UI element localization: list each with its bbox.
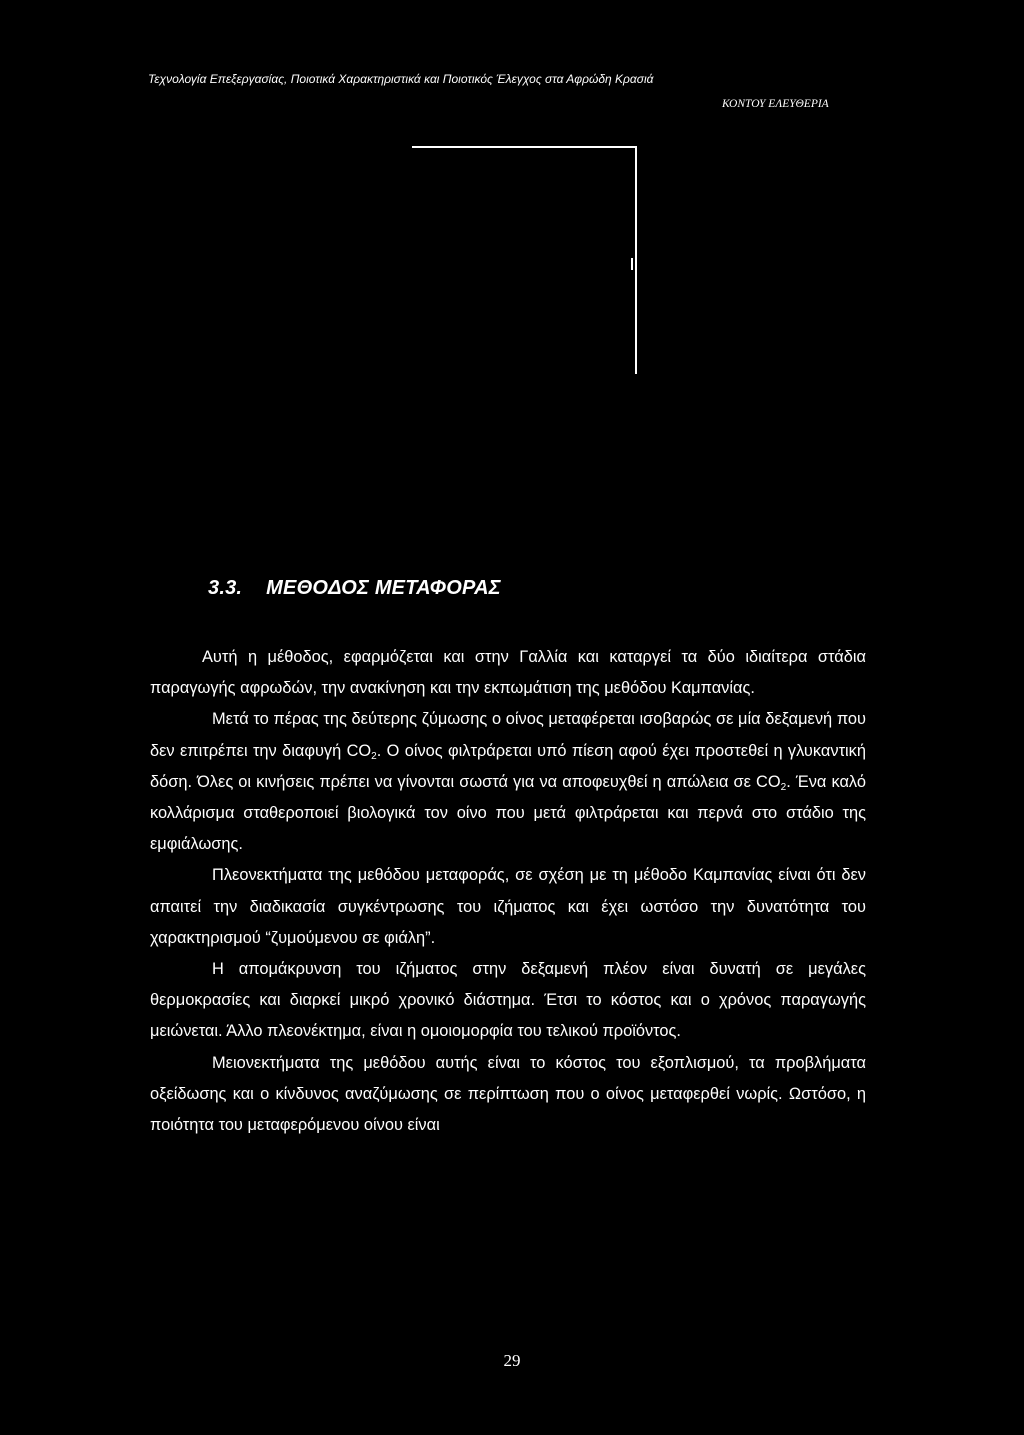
section-heading <box>208 577 501 600</box>
running-header-author: ΚΟΝΤΟΥ ΕΛΕΥΘΕΡΙΑ <box>722 98 829 110</box>
co2-subscript-1: 2 <box>371 750 377 762</box>
paragraph-1: Αυτή η μέθοδος, εφαρμόζεται και στην Γαλλία και καταργεί τα δύο ιδιαίτερα στάδια παραγωγής αφρωδών, την ανακίνηση και την εκπωμάτιση της μεθόδου Καμπανίας. <box>150 648 866 698</box>
paragraph-2-part-b: . Ο οίνος φιλτράρεται υπό πίεση αφού έχει προστεθεί η γλυκαντική δόση. Όλες οι κινήσεις πρέπει να γίνονται σωστά για να αποφευχθεί η απώλεια σε CO <box>150 741 866 791</box>
paragraph-2-part-a: Μετά το πέρας της δεύτερης ζύμωσης ο οίνος μεταφέρεται ισοβαρώς σε μία δεξαμενή που δεν επιτρέπει την διαφυγή CO <box>150 710 866 760</box>
body-text <box>150 642 866 1141</box>
frame-right-rule <box>635 146 637 374</box>
section-title: ΜΕΘΟΔΟΣ ΜΕΤΑΦΟΡΑΣ <box>266 577 501 599</box>
paragraph-2-part-c: . Ένα καλό κολλάρισμα σταθεροποιεί βιολογικά τον οίνο που μετά φιλτράρεται και περνά στο στάδιο της εμφιάλωσης. <box>150 772 866 854</box>
page-number: 29 <box>503 1351 521 1370</box>
co2-subscript-2: 2 <box>780 781 787 793</box>
paragraph-4: Η απομάκρυνση του ιζήματος στην δεξαμενή πλέον είναι δυνατή σε μεγάλες θερμοκρασίες και διαρκεί μικρό χρονικό διάστημα. Έτσι το κόστος και ο χρόνος παραγωγής μειώνεται. Άλλο πλεονέκτημα, είναι η ομοιομορφία του τελικού προϊόντος. <box>150 960 866 1041</box>
frame-tick-mark <box>631 258 633 270</box>
paragraph-2 <box>150 704 866 860</box>
section-number: 3.3. <box>208 577 243 599</box>
frame-top-rule <box>412 146 637 148</box>
paragraph-3: Πλεονεκτήματα της μεθόδου μεταφοράς, σε σχέση με τη μέθοδο Καμπανίας είναι ότι δεν απαιτεί την διαδικασία συγκέντρωσης του ιζήματος και έχει ωστόσο την δυνατότητα του χαρακτηρισμού “ζυμούμενου σε φιάλη”. <box>150 866 866 947</box>
running-header-title: Τεχνολογία Επεξεργασίας, Ποιοτικά Χαρακτηριστικά και Ποιοτικός Έλεγχος στα Αφρώδη Κρασιά <box>148 72 654 86</box>
paragraph-5: Μειονεκτήματα της μεθόδου αυτής είναι το κόστος του εξοπλισμού, τα προβλήματα οξείδωσης και ο κίνδυνος αναζύμωσης σε περίπτωση που ο οίνος μεταφερθεί νωρίς. Ωστόσο, η ποιότητα του μεταφερόμενου οίνου είναι <box>150 1053 866 1135</box>
